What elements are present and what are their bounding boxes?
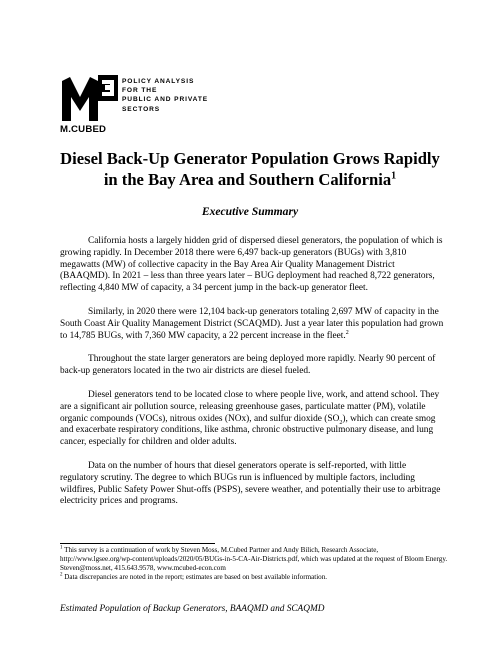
footnote-divider xyxy=(60,543,215,544)
footnote-text: This survey is a continuation of work by Steven Moss, M.Cubed Partner and Andy Bilich, Research Associate, http://www.lgsee.org/wp-content/uploads/2020/05/BUGs-in-5-CA-Air-Districts.pdf, which was updated at the request of Bloom Energy. Steven@moss.net, 415.643.9578, www.mcubed-econ.com xyxy=(60,546,448,572)
body-text xyxy=(60,236,445,520)
footnote-text: Data discrepancies are noted in the report; estimates are based on best available information. xyxy=(64,572,328,581)
logo-company-name: M.CUBED xyxy=(60,124,107,135)
footnote-ref: 2 xyxy=(345,329,349,336)
paragraph xyxy=(60,236,445,295)
logo-tagline-line: SECTORS xyxy=(122,105,161,113)
logo-tagline-line: PUBLIC AND PRIVATE xyxy=(122,96,209,104)
logo-tagline-line: FOR THE xyxy=(122,87,158,95)
paragraph xyxy=(60,461,445,508)
logo-tagline-line: POLICY ANALYSIS xyxy=(122,78,195,85)
mcubed-logo xyxy=(60,75,210,135)
paragraph-text: Similarly, in 2020 there were 12,104 back-up generators totaling 2,697 MW of capacity in the South Coast Air Quality Management District (SCAQMD). Just a year later this population had grown to 14,785 BUGs, with 7,360 MW capacity, a 22 percent increase in the fleet. xyxy=(60,306,444,341)
document-title xyxy=(40,148,460,190)
paragraph-text: Diesel generators tend to be located close to where people live, work, and attend school. They are a significant air pollution source, releasing greenhouse gases, particulate matter (PM), volatile organic compounds (VOCs), nitrous oxides (NOx), and sulfur dioxide (SO xyxy=(60,389,440,424)
paragraph xyxy=(60,307,445,342)
paragraph xyxy=(60,390,445,449)
section-heading: Executive Summary xyxy=(201,205,299,218)
page-caption: Estimated Population of Backup Generators, BAAQMD and SCAQMD xyxy=(60,604,325,614)
title-footnote-ref: 1 xyxy=(391,170,397,182)
footnote xyxy=(60,546,450,573)
footnote-number: 2 xyxy=(60,572,63,578)
title-line-2: in the Bay Area and Southern California xyxy=(103,170,392,189)
m3-logo-mark xyxy=(60,75,120,123)
paragraph-text: Data on the number of hours that diesel generators operate is self-reported, with little regulatory scrutiny. The degree to which BUGs run is influenced by multiple factors, including wildfires, Public Safety Power Shut-offs (PSPS), severe weather, and potentially their use to arbitrage electricity prices and programs. xyxy=(60,460,441,507)
footnote xyxy=(60,573,450,582)
title-line-1: Diesel Back-Up Generator Population Grows Rapidly xyxy=(60,149,440,168)
subscript: 2 xyxy=(339,419,343,426)
footnote-number: 1 xyxy=(60,545,63,551)
logo-tagline xyxy=(122,77,208,114)
footnotes xyxy=(60,546,450,582)
paragraph-text: Throughout the state larger generators are being deployed more rapidly. Nearly 90 percent of back-up generators located in the two air districts are diesel fueled. xyxy=(60,354,436,377)
paragraph-text: ), which can create smog and exacerbate respiratory conditions, like asthma, chronic obstructive pulmonary disease, and lung cancer, especially for children and older adults. xyxy=(60,413,436,448)
paragraph xyxy=(60,354,445,378)
paragraph-text: California hosts a largely hidden grid of dispersed diesel generators, the population of which is growing rapidly. In December 2018 there were 6,497 back-up generators (BUGs) with 3,810 megawatts (MW) of collective capacity in the Bay Area Air Quality Management District (BAAQMD). In 2021 – less than three years later – BUG deployment had reached 8,722 generators, reflecting 4,840 MW of capacity, a 34 percent jump in the back-up generator fleet. xyxy=(60,236,443,294)
